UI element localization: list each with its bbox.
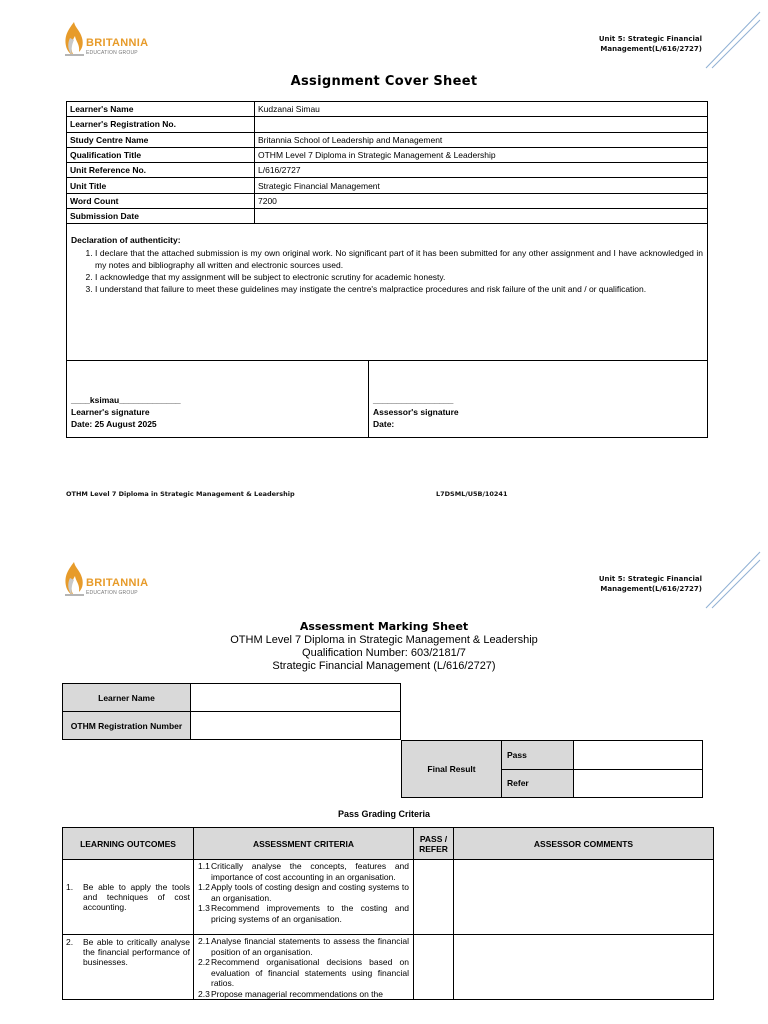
column-header: ASSESSMENT CRITERIA — [194, 828, 414, 860]
row-value: Strategic Financial Management — [255, 178, 708, 193]
corner-decoration — [704, 10, 762, 70]
row-label: Learner's Name — [67, 102, 255, 117]
registration-label: OTHM Registration Number — [63, 712, 191, 740]
table-row — [67, 102, 708, 117]
assessor-signature-cell — [369, 361, 707, 437]
refer-field[interactable] — [574, 769, 703, 798]
table-row — [63, 684, 401, 712]
assessor-signature: _________________ — [373, 395, 454, 405]
pass-refer-cell[interactable] — [414, 860, 454, 935]
row-value: L/616/2727 — [255, 163, 708, 178]
row-value: Kudzanai Simau — [255, 102, 708, 117]
declaration-item: 2. I acknowledge that my assignment will be subject to electronic scrutiny for academic honesty. — [95, 271, 703, 283]
grading-criteria-table — [62, 827, 714, 1000]
assessor-comments-cell[interactable] — [454, 935, 714, 1000]
row-value: Britannia School of Leadership and Management — [255, 132, 708, 147]
row-label: Submission Date — [67, 209, 255, 224]
flame-icon — [62, 560, 86, 598]
table-row — [67, 163, 708, 178]
learner-signature-cell — [67, 361, 369, 437]
assessment-criteria-cell — [194, 860, 414, 935]
learner-name-label: Learner Name — [63, 684, 191, 712]
criterion-text: Critically analyse the concepts, features and importance of cost accounting in an organisation. — [211, 861, 409, 882]
unit-header — [599, 574, 702, 594]
criterion-number: 2.3 — [198, 988, 210, 999]
flame-icon — [62, 20, 86, 58]
table-row — [63, 860, 714, 935]
logo-subtitle: EDUCATION GROUP — [86, 50, 138, 56]
pass-label: Pass — [502, 741, 574, 770]
table-row — [67, 117, 708, 132]
criterion-number: 1.3 — [198, 903, 210, 913]
learning-outcome-text: Be able to critically analyse the financial performance of businesses. — [83, 937, 190, 967]
refer-label: Refer — [502, 769, 574, 798]
marking-page — [0, 540, 768, 1024]
learning-outcome-number: 2. — [66, 937, 74, 947]
row-value: 7200 — [255, 193, 708, 208]
criterion-number: 1.2 — [198, 882, 210, 892]
unit-header-line2: Management(L/616/2727) — [600, 45, 702, 53]
declaration-box — [66, 224, 708, 361]
table-row — [67, 132, 708, 147]
signature-row — [66, 360, 708, 438]
row-value — [255, 209, 708, 224]
table-row — [67, 209, 708, 224]
learner-signature-date: Date: 25 August 2025 — [71, 419, 157, 429]
criterion-number: 2.2 — [198, 957, 210, 967]
criterion-text: Recommend organisational decisions based on evaluation of financial statements using financial ratios. — [211, 957, 409, 988]
declaration-item: 3. I understand that failure to meet these guidelines may instigate the centre's malpractice procedures and risk failure of the unit and / or qualification. — [95, 283, 703, 295]
marking-subtitle-number: Qualification Number: 603/2181/7 — [302, 647, 466, 659]
table-row — [67, 147, 708, 162]
unit-header — [599, 34, 702, 54]
declaration-item: 1. I declare that the attached submission is my own original work. No significant part of it has been submitted for any other assignment and I have acknowledged in my notes and bibliography all written and electronic sources used. — [95, 247, 703, 271]
table-row — [63, 935, 714, 1000]
row-value — [255, 117, 708, 132]
corner-decoration — [704, 550, 762, 610]
assessor-comments-cell[interactable] — [454, 860, 714, 935]
pass-field[interactable] — [574, 741, 703, 770]
footer-qualification: OTHM Level 7 Diploma in Strategic Management & Leadership — [66, 490, 295, 498]
marking-sheet-title: Assessment Marking Sheet — [299, 620, 469, 633]
learner-signature: ____ksimau_____________ — [71, 395, 181, 405]
registration-field[interactable] — [191, 712, 401, 740]
criterion-number: 1.1 — [198, 861, 210, 871]
criterion-text: Apply tools of costing design and costing systems to an organisation. — [211, 882, 409, 903]
row-label: Learner's Registration No. — [67, 117, 255, 132]
learning-outcome-cell — [63, 935, 194, 1000]
marking-subtitle-unit: Strategic Financial Management (L/616/2727) — [272, 660, 496, 672]
row-label: Unit Reference No. — [67, 163, 255, 178]
logo-subtitle: EDUCATION GROUP — [86, 590, 138, 596]
table-header-row — [63, 828, 714, 860]
britannia-logo — [62, 560, 162, 602]
britannia-logo — [62, 20, 162, 62]
cover-title: Assignment Cover Sheet — [290, 74, 478, 89]
marking-subtitle-qualification: OTHM Level 7 Diploma in Strategic Management & Leadership — [230, 634, 538, 646]
table-row — [67, 193, 708, 208]
unit-header-line2: Management(L/616/2727) — [600, 585, 702, 593]
learner-name-field[interactable] — [191, 684, 401, 712]
learning-outcome-cell — [63, 860, 194, 935]
learner-details-table — [62, 683, 401, 740]
declaration-list — [71, 247, 703, 295]
table-row — [402, 741, 703, 770]
logo-name: BRITANNIA — [86, 37, 149, 49]
row-label: Unit Title — [67, 178, 255, 193]
row-label: Qualification Title — [67, 147, 255, 162]
learning-outcome-number: 1. — [66, 882, 74, 892]
criterion-text: Recommend improvements to the costing and pricing systems of an organisation. — [211, 903, 409, 924]
column-header: PASS / REFER — [414, 828, 454, 860]
footer-reference: L7DSML/U5B/10241 — [436, 490, 508, 498]
learning-outcome-text: Be able to apply the tools and techniques of cost accounting. — [83, 882, 190, 912]
assessor-signature-date: Date: — [373, 419, 395, 429]
learner-info-table — [66, 101, 708, 224]
final-result-label: Final Result — [402, 741, 502, 798]
pass-refer-cell[interactable] — [414, 935, 454, 1000]
unit-header-line1: Unit 5: Strategic Financial — [598, 575, 702, 583]
assessor-signature-label: Assessor's signature — [373, 407, 459, 417]
final-result-table — [401, 740, 703, 798]
criterion-number: 2.1 — [198, 936, 210, 946]
criterion-text: Propose managerial recommendations on the — [211, 988, 383, 999]
unit-header-line1: Unit 5: Strategic Financial — [598, 35, 702, 43]
criterion-text: Analyse financial statements to assess the financial position of an organisation. — [211, 936, 409, 957]
table-row — [63, 712, 401, 740]
row-label: Word Count — [67, 193, 255, 208]
assessment-criteria-cell — [194, 935, 414, 1000]
column-header: LEARNING OUTCOMES — [63, 828, 194, 860]
row-label: Study Centre Name — [67, 132, 255, 147]
table-row — [67, 178, 708, 193]
logo-name: BRITANNIA — [86, 577, 149, 589]
declaration-title: Declaration of authenticity: — [71, 235, 181, 245]
column-header: ASSESSOR COMMENTS — [454, 828, 714, 860]
learner-signature-label: Learner's signature — [71, 407, 150, 417]
pass-grading-title: Pass Grading Criteria — [337, 809, 431, 819]
row-value: OTHM Level 7 Diploma in Strategic Management & Leadership — [255, 147, 708, 162]
